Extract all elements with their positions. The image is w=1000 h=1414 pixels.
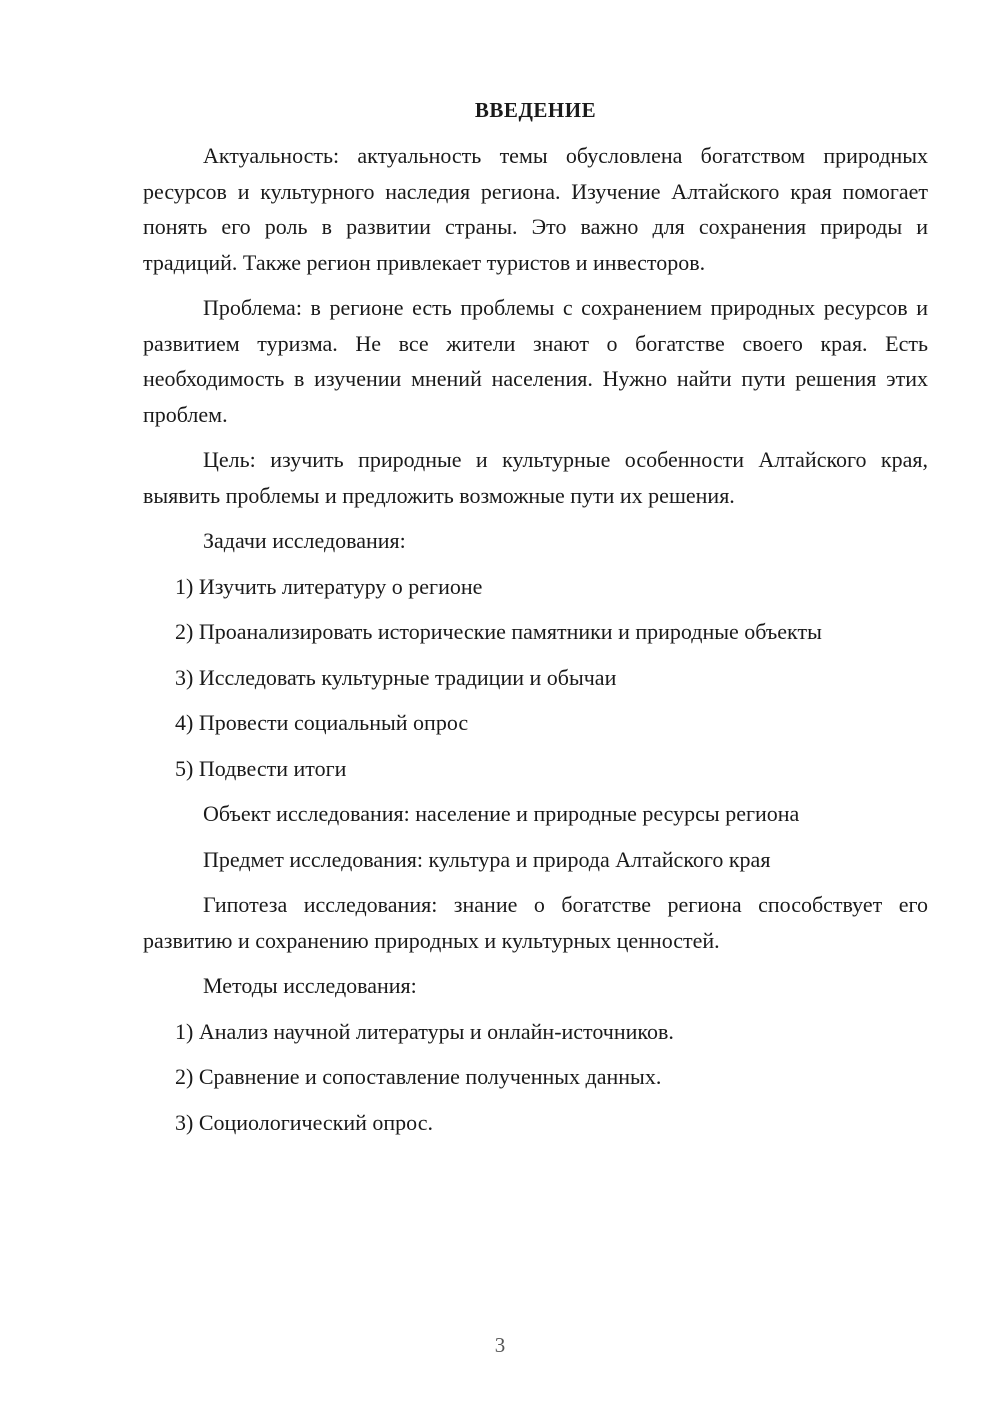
method-item: 1) Анализ научной литературы и онлайн-источников.: [175, 1018, 674, 1044]
task-item: 1) Изучить литературу о регионе: [175, 573, 483, 599]
task-item: 4) Провести социальный опрос: [175, 710, 469, 735]
tasks-label: Задачи исследования:: [203, 528, 406, 553]
method-item: 2) Сравнение и сопоставление полученных данных.: [175, 1064, 662, 1089]
goal-paragraph: Цель: изучить природные и культурные особенности Алтайского края, выявить проблемы и предложить возможные пути их решения.: [143, 447, 928, 508]
page-number: 3: [494, 1333, 506, 1357]
task-item: 5) Подвести итоги: [175, 755, 347, 781]
problem-paragraph: Проблема: в регионе есть проблемы с сохранением природных ресурсов и развитием туризма. Не все жители знают о богатстве своего края. Есть необходимость в изучении мнений населения. Нужно найти пути решения этих проблем.: [143, 295, 928, 427]
relevance-paragraph: Актуальность: актуальность темы обусловлена богатством природных ресурсов и культурного наследия региона. Изучение Алтайского края помогает понять его роль в развитии страны. Это важно для сохранения природы и традиций. Также регион привлекает туристов и инвесторов.: [143, 143, 928, 275]
page-title: ВВЕДЕНИЕ: [474, 98, 597, 122]
subject-line: Предмет исследования: культура и природа Алтайского края: [203, 846, 771, 872]
task-item: 3) Исследовать культурные традиции и обычаи: [175, 664, 617, 690]
document-page: [143, 96, 928, 1150]
task-item: 2) Проанализировать исторические памятники и природные объекты: [175, 619, 822, 644]
methods-label: Методы исследования:: [203, 973, 417, 998]
method-item: 3) Социологический опрос.: [175, 1109, 433, 1135]
hypothesis-paragraph: Гипотеза исследования: знание о богатстве региона способствует его развитию и сохранению природных и культурных ценностей.: [143, 892, 928, 953]
object-line: Объект исследования: население и природные ресурсы региона: [203, 801, 800, 826]
